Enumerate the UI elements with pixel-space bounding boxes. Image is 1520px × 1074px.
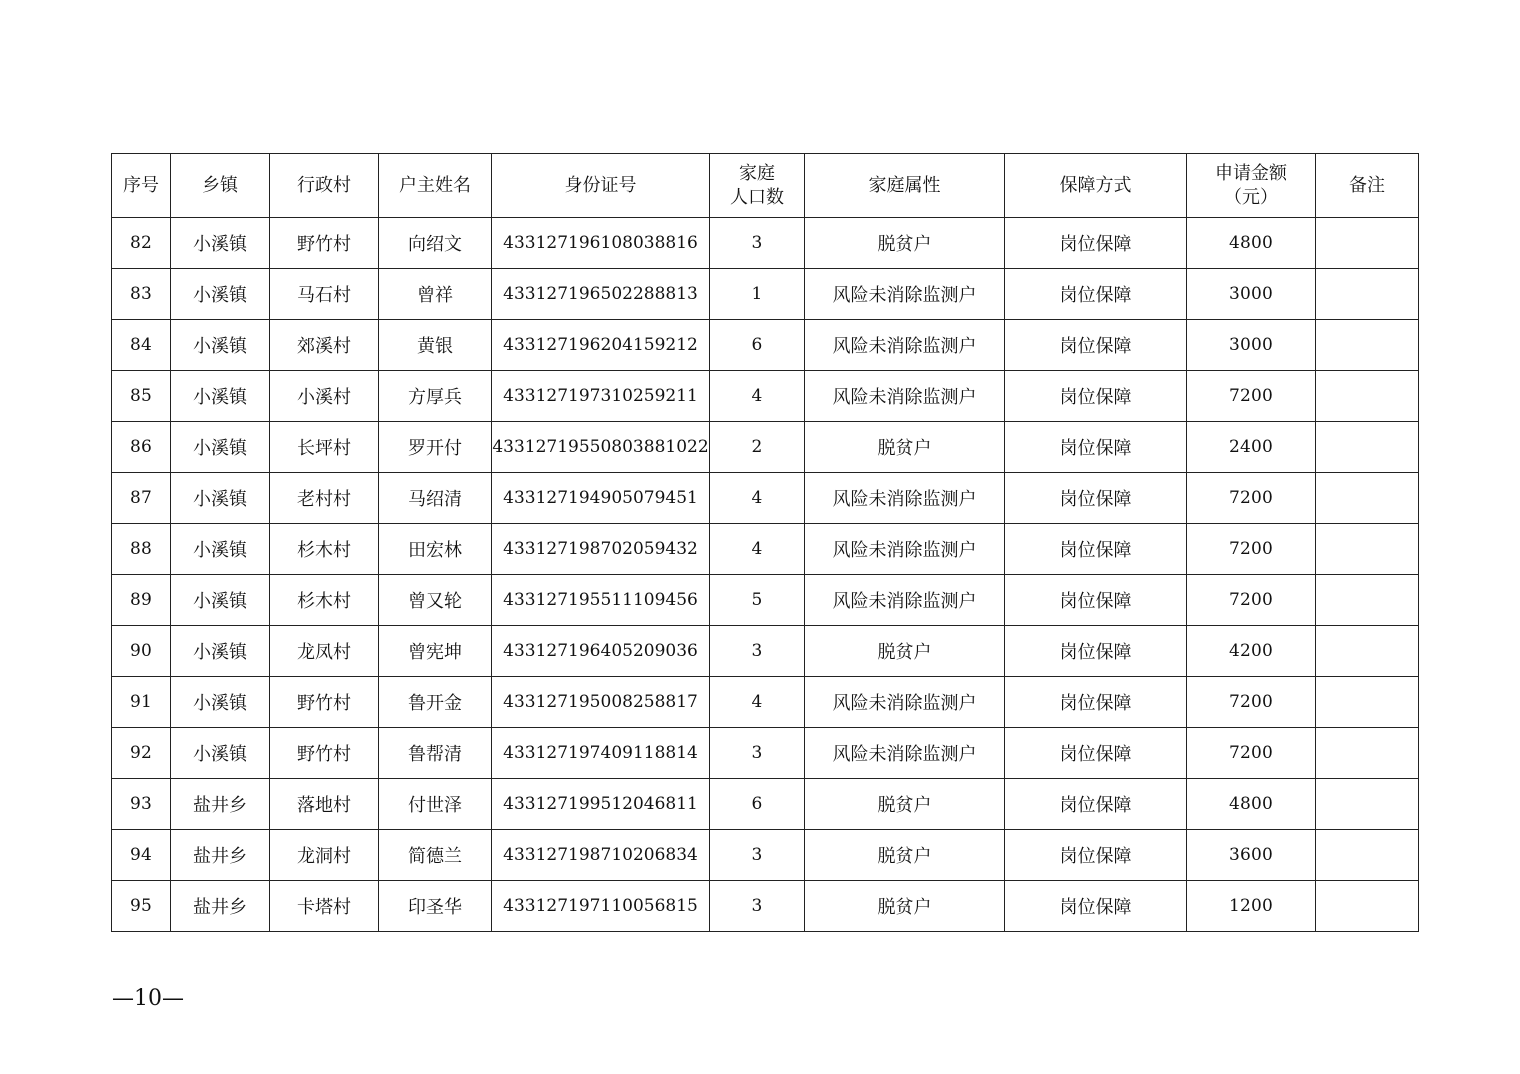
cell-village: 杉木村 (270, 524, 379, 575)
table-header (112, 154, 1419, 218)
cell-seq: 83 (112, 269, 171, 320)
cell-remark (1316, 677, 1419, 728)
cell-id-number: 433127195511109456 (492, 575, 710, 626)
cell-id-number: 433127197110056815 (492, 881, 710, 932)
cell-family-size: 3 (710, 626, 805, 677)
cell-guarantee: 岗位保障 (1005, 830, 1187, 881)
cell-id-number: 433127196502288813 (492, 269, 710, 320)
cell-family-type: 风险未消除监测户 (805, 524, 1005, 575)
cell-town: 小溪镇 (171, 524, 270, 575)
cell-remark (1316, 320, 1419, 371)
cell-remark (1316, 269, 1419, 320)
cell-id-number: 433127197409118814 (492, 728, 710, 779)
header-id-number: 身份证号 (492, 154, 710, 218)
cell-family-type: 风险未消除监测户 (805, 269, 1005, 320)
cell-id-number: 433127197310259211 (492, 371, 710, 422)
cell-family-size: 3 (710, 881, 805, 932)
table-row (112, 524, 1419, 575)
cell-seq: 95 (112, 881, 171, 932)
cell-id-number: 433127196108038816 (492, 218, 710, 269)
cell-remark (1316, 779, 1419, 830)
cell-seq: 84 (112, 320, 171, 371)
cell-town: 盐井乡 (171, 830, 270, 881)
table-row (112, 269, 1419, 320)
cell-amount: 7200 (1187, 575, 1316, 626)
cell-amount: 1200 (1187, 881, 1316, 932)
header-family-type: 家庭属性 (805, 154, 1005, 218)
cell-seq: 88 (112, 524, 171, 575)
cell-seq: 82 (112, 218, 171, 269)
beneficiary-table-container (111, 153, 1418, 932)
cell-id-number: 433127195008258817 (492, 677, 710, 728)
cell-guarantee: 岗位保障 (1005, 473, 1187, 524)
table-row (112, 626, 1419, 677)
cell-guarantee: 岗位保障 (1005, 422, 1187, 473)
header-town: 乡镇 (171, 154, 270, 218)
cell-guarantee: 岗位保障 (1005, 320, 1187, 371)
cell-family-size: 6 (710, 779, 805, 830)
cell-family-type: 脱贫户 (805, 881, 1005, 932)
cell-remark (1316, 575, 1419, 626)
cell-village: 卡塔村 (270, 881, 379, 932)
cell-village: 老村村 (270, 473, 379, 524)
header-guarantee: 保障方式 (1005, 154, 1187, 218)
table-row (112, 320, 1419, 371)
cell-seq: 92 (112, 728, 171, 779)
table-row (112, 830, 1419, 881)
cell-remark (1316, 524, 1419, 575)
cell-family-type: 风险未消除监测户 (805, 575, 1005, 626)
cell-amount: 3000 (1187, 320, 1316, 371)
cell-village: 野竹村 (270, 218, 379, 269)
cell-amount: 4800 (1187, 218, 1316, 269)
table-row (112, 422, 1419, 473)
cell-householder: 罗开付 (379, 422, 492, 473)
cell-guarantee: 岗位保障 (1005, 728, 1187, 779)
table-row (112, 371, 1419, 422)
cell-remark (1316, 473, 1419, 524)
cell-family-size: 3 (710, 218, 805, 269)
cell-remark (1316, 371, 1419, 422)
cell-town: 小溪镇 (171, 218, 270, 269)
cell-guarantee: 岗位保障 (1005, 881, 1187, 932)
header-row (112, 154, 1419, 218)
header-householder: 户主姓名 (379, 154, 492, 218)
cell-family-type: 风险未消除监测户 (805, 473, 1005, 524)
cell-family-size: 3 (710, 728, 805, 779)
cell-seq: 89 (112, 575, 171, 626)
cell-family-type: 脱贫户 (805, 422, 1005, 473)
cell-householder: 鲁开金 (379, 677, 492, 728)
cell-town: 小溪镇 (171, 422, 270, 473)
table-row (112, 677, 1419, 728)
cell-family-size: 2 (710, 422, 805, 473)
cell-family-size: 5 (710, 575, 805, 626)
cell-village: 杉木村 (270, 575, 379, 626)
cell-householder: 付世泽 (379, 779, 492, 830)
header-remark: 备注 (1316, 154, 1419, 218)
cell-town: 小溪镇 (171, 677, 270, 728)
cell-remark (1316, 881, 1419, 932)
header-family-size-line-1: 家庭 (739, 162, 775, 184)
table-row (112, 473, 1419, 524)
cell-householder: 向绍文 (379, 218, 492, 269)
cell-householder: 田宏林 (379, 524, 492, 575)
cell-remark (1316, 218, 1419, 269)
cell-guarantee: 岗位保障 (1005, 371, 1187, 422)
cell-amount: 2400 (1187, 422, 1316, 473)
cell-family-type: 风险未消除监测户 (805, 728, 1005, 779)
cell-family-type: 脱贫户 (805, 830, 1005, 881)
cell-village: 长坪村 (270, 422, 379, 473)
cell-village: 龙洞村 (270, 830, 379, 881)
cell-village: 落地村 (270, 779, 379, 830)
cell-remark (1316, 626, 1419, 677)
cell-seq: 93 (112, 779, 171, 830)
cell-householder: 黄银 (379, 320, 492, 371)
header-seq: 序号 (112, 154, 171, 218)
cell-amount: 3000 (1187, 269, 1316, 320)
cell-seq: 85 (112, 371, 171, 422)
cell-remark (1316, 830, 1419, 881)
cell-family-type: 风险未消除监测户 (805, 677, 1005, 728)
cell-town: 小溪镇 (171, 626, 270, 677)
cell-seq: 91 (112, 677, 171, 728)
cell-remark (1316, 422, 1419, 473)
header-amount-line-1: 申请金额 (1215, 162, 1287, 184)
cell-family-size: 6 (710, 320, 805, 371)
beneficiary-table (111, 153, 1419, 932)
cell-family-type: 脱贫户 (805, 779, 1005, 830)
table-row (112, 575, 1419, 626)
cell-id-number: 433127196405209036 (492, 626, 710, 677)
cell-amount: 7200 (1187, 371, 1316, 422)
table-row (112, 881, 1419, 932)
table-row (112, 218, 1419, 269)
cell-guarantee: 岗位保障 (1005, 677, 1187, 728)
table-body (112, 218, 1419, 932)
cell-guarantee: 岗位保障 (1005, 218, 1187, 269)
cell-village: 郊溪村 (270, 320, 379, 371)
table-row (112, 728, 1419, 779)
cell-family-size: 1 (710, 269, 805, 320)
cell-householder: 曾宪坤 (379, 626, 492, 677)
cell-village: 野竹村 (270, 728, 379, 779)
cell-amount: 7200 (1187, 728, 1316, 779)
cell-amount: 7200 (1187, 524, 1316, 575)
cell-town: 盐井乡 (171, 779, 270, 830)
cell-guarantee: 岗位保障 (1005, 575, 1187, 626)
cell-town: 小溪镇 (171, 575, 270, 626)
cell-village: 马石村 (270, 269, 379, 320)
cell-family-size: 4 (710, 371, 805, 422)
cell-family-type: 脱贫户 (805, 626, 1005, 677)
cell-village: 小溪村 (270, 371, 379, 422)
cell-family-size: 4 (710, 473, 805, 524)
cell-id-number: 433127198710206834 (492, 830, 710, 881)
cell-family-type: 风险未消除监测户 (805, 320, 1005, 371)
cell-town: 盐井乡 (171, 881, 270, 932)
cell-town: 小溪镇 (171, 269, 270, 320)
cell-id-number: 433127198702059432 (492, 524, 710, 575)
cell-amount: 4200 (1187, 626, 1316, 677)
header-family-size (710, 154, 805, 218)
cell-id-number: 43312719550803881022 (492, 422, 710, 473)
cell-amount: 7200 (1187, 473, 1316, 524)
cell-family-size: 4 (710, 524, 805, 575)
cell-guarantee: 岗位保障 (1005, 626, 1187, 677)
cell-amount: 4800 (1187, 779, 1316, 830)
cell-guarantee: 岗位保障 (1005, 524, 1187, 575)
cell-village: 野竹村 (270, 677, 379, 728)
cell-guarantee: 岗位保障 (1005, 269, 1187, 320)
cell-householder: 简德兰 (379, 830, 492, 881)
cell-householder: 曾又轮 (379, 575, 492, 626)
cell-town: 小溪镇 (171, 473, 270, 524)
cell-id-number: 433127194905079451 (492, 473, 710, 524)
cell-town: 小溪镇 (171, 320, 270, 371)
header-amount (1187, 154, 1316, 218)
header-village: 行政村 (270, 154, 379, 218)
table-row (112, 779, 1419, 830)
cell-family-type: 脱贫户 (805, 218, 1005, 269)
cell-householder: 印圣华 (379, 881, 492, 932)
cell-remark (1316, 728, 1419, 779)
cell-seq: 94 (112, 830, 171, 881)
cell-family-type: 风险未消除监测户 (805, 371, 1005, 422)
cell-family-size: 3 (710, 830, 805, 881)
cell-family-size: 4 (710, 677, 805, 728)
cell-town: 小溪镇 (171, 371, 270, 422)
header-amount-line-2: （元） (1224, 186, 1278, 208)
page-number: —10— (112, 986, 184, 1011)
cell-amount: 3600 (1187, 830, 1316, 881)
cell-householder: 方厚兵 (379, 371, 492, 422)
cell-seq: 86 (112, 422, 171, 473)
cell-id-number: 433127199512046811 (492, 779, 710, 830)
cell-householder: 鲁帮清 (379, 728, 492, 779)
header-family-size-line-2: 人口数 (730, 186, 784, 208)
cell-amount: 7200 (1187, 677, 1316, 728)
cell-seq: 87 (112, 473, 171, 524)
cell-id-number: 433127196204159212 (492, 320, 710, 371)
cell-town: 小溪镇 (171, 728, 270, 779)
cell-householder: 马绍清 (379, 473, 492, 524)
cell-village: 龙凤村 (270, 626, 379, 677)
cell-householder: 曾祥 (379, 269, 492, 320)
cell-seq: 90 (112, 626, 171, 677)
cell-guarantee: 岗位保障 (1005, 779, 1187, 830)
